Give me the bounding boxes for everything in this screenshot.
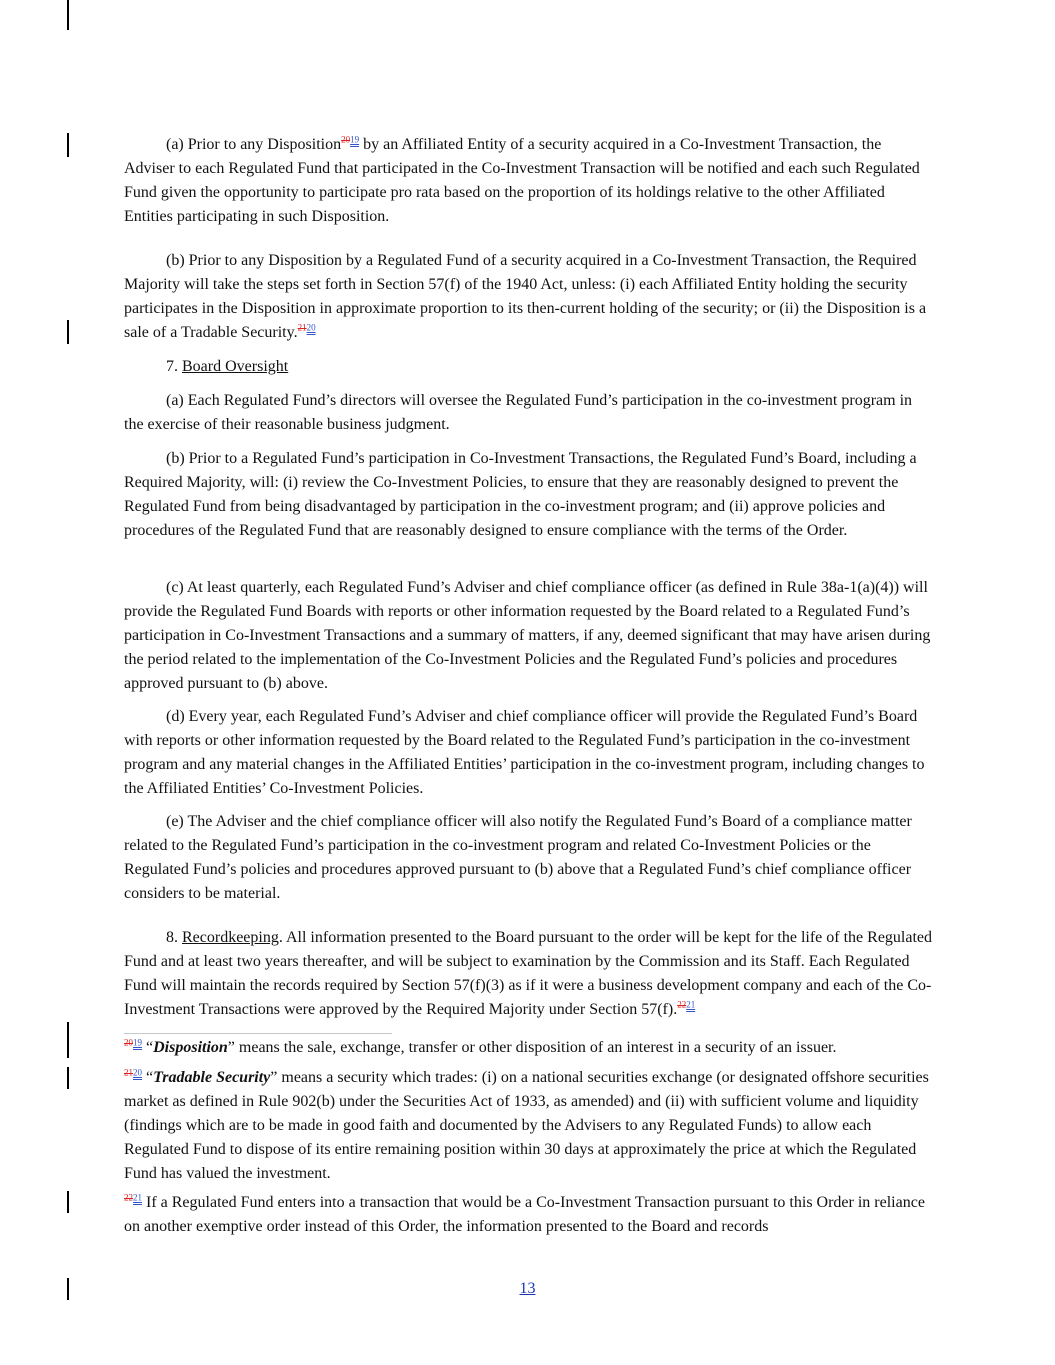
footnote-number: 2120 [124,1067,142,1078]
footnote-21: $^{2221}$ If a Regulated Fund enters into a transaction that would be a Co-Investment Transaction pursuant to this Order in reliance on another exemptive order instead of this Order, the information presented to the Board and records [124,1192,925,1235]
change-bar [67,0,69,30]
footnote-number: 2019 [124,1037,142,1048]
paragraph-7e: (e) The Adviser and the chief compliance officer will also notify the Regulated Fund’s Board of a compliance matter related to the Regulated Fund’s participation in the co-investment program and related Co-Investment Policies or the Regulated Fund’s policies and procedures approved pursuant to (b) above that a Regulated Fund’s chief compliance officer considers to be material. [124,813,912,902]
footnote-separator [124,1033,392,1034]
page-number[interactable]: 13 [519,1280,536,1297]
footnote-number: 2221 [124,1192,142,1203]
change-bar [67,320,69,344]
footnote-20: $^{2120}$ “Tradable Security” means a security which trades: (i) on a national securities exchange (or designated offshore securities market as defined in Rule 902(b) under the Securities Act of 1933, as amended) and (ii) with sufficient volume and liquidity (findings which are to be made in good faith and documented by the Advisers to any Regulated Funds) to allow each Regulated Fund to dispose of its entire remaining position within 30 days at approximately the price at which the Regulated Fund has valued the investment. [124,1067,929,1182]
section-7-heading: 7. Board Oversight [166,358,289,375]
footnote-ref[interactable]: 2019 [341,134,360,145]
footnote-ref[interactable]: 2221 [677,999,696,1010]
change-bar [67,1191,69,1213]
paragraph-6a: (a) Prior to any Disposition$^{2019}$ by an Affiliated Entity of a security acquired in a Co-Investment Transaction, the Adviser to each Regulated Fund that participated in the Co-Investment Transaction will be notified and each such Regulated Fund given the opportunity to participate pro rata based on the proportion of its holdings relative to the other Affiliated Entities participating in such Disposition. [124,134,920,225]
footnote-ref[interactable]: 2120 [297,322,316,333]
paragraph-7c: (c) At least quarterly, each Regulated Fund’s Adviser and chief compliance officer (as defined in Rule 38a-1(a)(4)) will provide the Regulated Fund Boards with reports or other information requested by the Board related to a Regulated Fund’s participation in Co-Investment Transactions and a summary of matters, if any, deemed significant that may have arisen during the period related to the implementation of the Co-Investment Policies and the Regulated Fund’s policies and procedures approved pursuant to (b) above. [124,579,931,692]
change-bar [67,1067,69,1089]
change-bar [67,1022,69,1058]
paragraph-7a: (a) Each Regulated Fund’s directors will oversee the Regulated Fund’s participation in the co-investment program in the exercise of their reasonable business judgment. [124,392,913,433]
change-bar [67,133,69,157]
paragraph-7d: (d) Every year, each Regulated Fund’s Adviser and chief compliance officer will provide the Regulated Fund’s Board with reports or other information requested by the Board related to the Regulated Fund’s participation in the co-investment program and any material changes in the Affiliated Entities’ participation in the co-investment program, including changes to the Affiliated Entities’ Co-Investment Policies. [124,708,925,797]
paragraph-6b: (b) Prior to any Disposition by a Regulated Fund of a security acquired in a Co-Investment Transaction, the Required Majority will take the steps set forth in Section 57(f) of the 1940 Act, unless: (i) each Affiliated Entity holding the security participates in the Disposition in approximate proportion to its then-current holding of the security; or (ii) the Disposition is a sale of a Tradable Security.$^{2120}$ [124,252,927,341]
footnote-19: $^{2019}$ “Disposition” means the sale, exchange, transfer or other disposition of an interest in a security of an issuer. [124,1037,837,1056]
paragraph-8: 8. Recordkeeping. All information presented to the Board pursuant to the order will be kept for the life of the Regulated Fund and at least two years thereafter, and will be subject to examination by the Commission and its Staff. Each Regulated Fund will maintain the records required by Section 57(f)(3) as if it were a business development company and each of the Co-Investment Transactions were approved by the Required Majority under Section 57(f).$^{2221}$ [124,929,933,1018]
paragraph-7b: (b) Prior to a Regulated Fund’s participation in Co-Investment Transactions, the Regulated Fund’s Board, including a Required Majority, will: (i) review the Co-Investment Policies, to ensure that they are reasonably designed to prevent the Regulated Fund from being disadvantaged by participation in the co-investment program; and (ii) approve policies and procedures of the Regulated Fund that are reasonably designed to ensure compliance with the terms of the Order. [124,450,917,539]
